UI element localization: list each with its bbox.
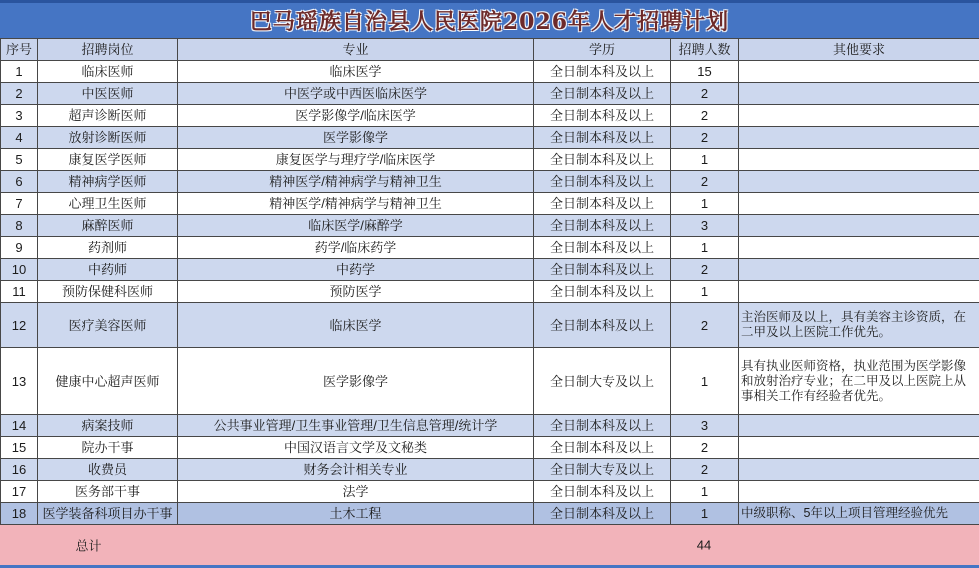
cell-count: 2 xyxy=(671,127,739,149)
cell-no: 1 xyxy=(1,61,38,83)
cell-count: 1 xyxy=(671,481,739,503)
cell-major: 临床医学/麻醉学 xyxy=(178,215,534,237)
cell-count: 1 xyxy=(671,348,739,415)
cell-no: 3 xyxy=(1,105,38,127)
cell-count: 2 xyxy=(671,437,739,459)
cell-major: 财务会计相关专业 xyxy=(178,459,534,481)
cell-count: 2 xyxy=(671,259,739,281)
cell-position: 中药师 xyxy=(38,259,178,281)
cell-education: 全日制本科及以上 xyxy=(534,83,671,105)
cell-position: 放射诊断医师 xyxy=(38,127,178,149)
cell-other xyxy=(739,259,979,281)
cell-education: 全日制本科及以上 xyxy=(534,171,671,193)
cell-position: 医疗美容医师 xyxy=(38,303,178,348)
table-row xyxy=(1,259,979,281)
cell-count: 1 xyxy=(671,503,739,525)
table-row xyxy=(1,127,979,149)
cell-no: 9 xyxy=(1,237,38,259)
total-row xyxy=(0,525,979,565)
cell-education: 全日制本科及以上 xyxy=(534,303,671,348)
cell-major: 医学影像学/临床医学 xyxy=(178,105,534,127)
table-row xyxy=(1,503,979,525)
cell-position: 中医医师 xyxy=(38,83,178,105)
cell-no: 17 xyxy=(1,481,38,503)
cell-education: 全日制本科及以上 xyxy=(534,503,671,525)
cell-no: 18 xyxy=(1,503,38,525)
cell-other xyxy=(739,459,979,481)
table-row xyxy=(1,83,979,105)
cell-major: 精神医学/精神病学与精神卫生 xyxy=(178,171,534,193)
cell-position: 麻醉医师 xyxy=(38,215,178,237)
cell-position: 健康中心超声医师 xyxy=(38,348,178,415)
cell-position: 超声诊断医师 xyxy=(38,105,178,127)
cell-education: 全日制本科及以上 xyxy=(534,237,671,259)
column-header: 学历 xyxy=(534,39,671,61)
cell-position: 心理卫生医师 xyxy=(38,193,178,215)
cell-count: 1 xyxy=(671,237,739,259)
cell-position: 药剂师 xyxy=(38,237,178,259)
cell-major: 精神医学/精神病学与精神卫生 xyxy=(178,193,534,215)
cell-major: 中国汉语言文学及文秘类 xyxy=(178,437,534,459)
cell-position: 预防保健科医师 xyxy=(38,281,178,303)
cell-position: 医务部干事 xyxy=(38,481,178,503)
cell-other xyxy=(739,61,979,83)
cell-other xyxy=(739,215,979,237)
cell-education: 全日制本科及以上 xyxy=(534,259,671,281)
cell-position: 收费员 xyxy=(38,459,178,481)
cell-position: 医学装备科项目办干事 xyxy=(38,503,178,525)
table-row xyxy=(1,105,979,127)
cell-other xyxy=(739,171,979,193)
table-row xyxy=(1,303,979,348)
cell-major: 康复医学与理疗学/临床医学 xyxy=(178,149,534,171)
cell-no: 13 xyxy=(1,348,38,415)
cell-education: 全日制本科及以上 xyxy=(534,127,671,149)
cell-position: 精神病学医师 xyxy=(38,171,178,193)
cell-major: 药学/临床药学 xyxy=(178,237,534,259)
cell-no: 2 xyxy=(1,83,38,105)
cell-education: 全日制本科及以上 xyxy=(534,281,671,303)
cell-other xyxy=(739,415,979,437)
cell-education: 全日制大专及以上 xyxy=(534,348,671,415)
cell-no: 4 xyxy=(1,127,38,149)
table-row xyxy=(1,481,979,503)
cell-major: 医学影像学 xyxy=(178,127,534,149)
cell-education: 全日制本科及以上 xyxy=(534,215,671,237)
cell-count: 2 xyxy=(671,171,739,193)
cell-count: 2 xyxy=(671,105,739,127)
cell-no: 16 xyxy=(1,459,38,481)
cell-other: 具有执业医师资格，执业范围为医学影像和放射治疗专业；在二甲及以上医院上从事相关工作有经验者优先。 xyxy=(739,348,979,415)
table-row xyxy=(1,459,979,481)
column-header: 其他要求 xyxy=(739,39,979,61)
cell-other xyxy=(739,83,979,105)
cell-no: 7 xyxy=(1,193,38,215)
cell-education: 全日制本科及以上 xyxy=(534,481,671,503)
cell-education: 全日制大专及以上 xyxy=(534,459,671,481)
cell-other xyxy=(739,281,979,303)
cell-other xyxy=(739,105,979,127)
table-row xyxy=(1,237,979,259)
cell-no: 10 xyxy=(1,259,38,281)
cell-position: 临床医师 xyxy=(38,61,178,83)
cell-no: 14 xyxy=(1,415,38,437)
column-header: 专业 xyxy=(178,39,534,61)
cell-other xyxy=(739,237,979,259)
recruitment-table xyxy=(0,38,979,525)
cell-count: 1 xyxy=(671,281,739,303)
cell-education: 全日制本科及以上 xyxy=(534,193,671,215)
table-row xyxy=(1,61,979,83)
cell-count: 15 xyxy=(671,61,739,83)
table-header-row xyxy=(1,39,979,61)
cell-other: 主治医师及以上，具有美容主诊资质，在二甲及以上医院工作优先。 xyxy=(739,303,979,348)
cell-major: 医学影像学 xyxy=(178,348,534,415)
table-row xyxy=(1,215,979,237)
cell-major: 临床医学 xyxy=(178,61,534,83)
table-row xyxy=(1,415,979,437)
table-row xyxy=(1,348,979,415)
cell-major: 中医学或中西医临床医学 xyxy=(178,83,534,105)
cell-education: 全日制本科及以上 xyxy=(534,437,671,459)
table-row xyxy=(1,193,979,215)
cell-no: 12 xyxy=(1,303,38,348)
cell-other xyxy=(739,481,979,503)
cell-no: 8 xyxy=(1,215,38,237)
table-row xyxy=(1,437,979,459)
cell-major: 法学 xyxy=(178,481,534,503)
column-header: 招聘人数 xyxy=(671,39,739,61)
cell-count: 2 xyxy=(671,83,739,105)
table-row xyxy=(1,149,979,171)
cell-no: 11 xyxy=(1,281,38,303)
cell-count: 3 xyxy=(671,415,739,437)
column-header: 序号 xyxy=(1,39,38,61)
cell-education: 全日制本科及以上 xyxy=(534,149,671,171)
cell-education: 全日制本科及以上 xyxy=(534,105,671,127)
page-title: 巴马瑶族自治县人民医院2026年人才招聘计划 xyxy=(0,0,979,38)
cell-count: 2 xyxy=(671,459,739,481)
cell-major: 中药学 xyxy=(178,259,534,281)
cell-other xyxy=(739,437,979,459)
cell-position: 院办干事 xyxy=(38,437,178,459)
cell-position: 康复医学医师 xyxy=(38,149,178,171)
table-row xyxy=(1,171,979,193)
total-count: 44 xyxy=(696,537,712,553)
cell-major: 土木工程 xyxy=(178,503,534,525)
cell-no: 6 xyxy=(1,171,38,193)
cell-count: 2 xyxy=(671,303,739,348)
cell-other: 中级职称、5年以上项目管理经验优先 xyxy=(739,503,979,525)
cell-other xyxy=(739,193,979,215)
cell-no: 15 xyxy=(1,437,38,459)
cell-major: 临床医学 xyxy=(178,303,534,348)
cell-major: 公共事业管理/卫生事业管理/卫生信息管理/统计学 xyxy=(178,415,534,437)
cell-count: 3 xyxy=(671,215,739,237)
column-header: 招聘岗位 xyxy=(38,39,178,61)
total-label: 总计 xyxy=(75,538,102,554)
cell-other xyxy=(739,127,979,149)
cell-education: 全日制本科及以上 xyxy=(534,61,671,83)
cell-other xyxy=(739,149,979,171)
cell-count: 1 xyxy=(671,149,739,171)
cell-no: 5 xyxy=(1,149,38,171)
cell-major: 预防医学 xyxy=(178,281,534,303)
cell-education: 全日制本科及以上 xyxy=(534,415,671,437)
table-row xyxy=(1,281,979,303)
cell-count: 1 xyxy=(671,193,739,215)
cell-position: 病案技师 xyxy=(38,415,178,437)
